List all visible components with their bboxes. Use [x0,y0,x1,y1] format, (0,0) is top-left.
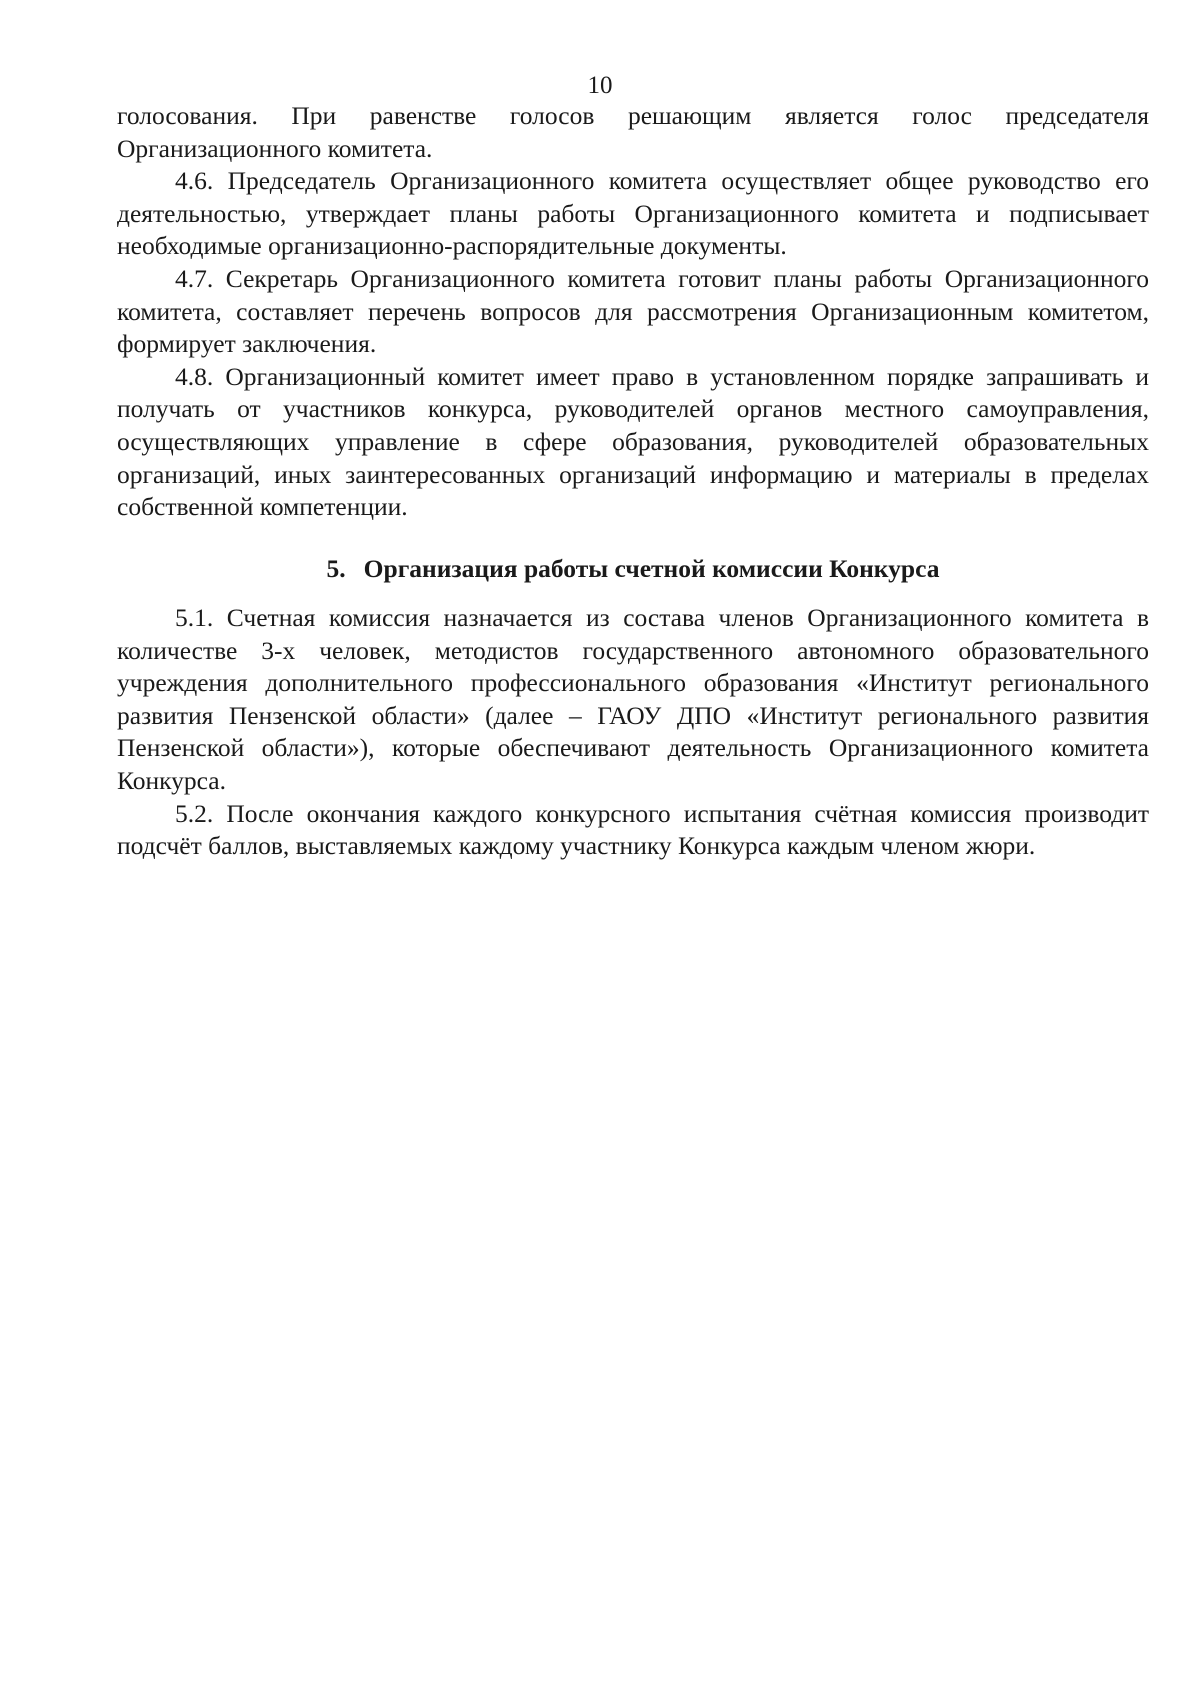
paragraph-5-2: 5.2. После окончания каждого конкурсного испытания счётная комиссия производит подсчёт баллов, выставляемых каждому участнику Конкурса каждым членом жюри. [117,798,1149,861]
paragraph-4-7: 4.7. Секретарь Организационного комитета готовит планы работы Организационного комитета, составляет перечень вопросов для рассмотрения Организационным комитетом, формирует заключения. [117,263,1149,359]
text-block-section-4 [117,100,1149,524]
text-block-section-5 [117,602,1149,863]
paragraph-continuation: голосования. При равенстве голосов решающим является голос председателя Организационного комитета. [117,101,1149,163]
section-heading [117,553,1149,585]
paragraph-4-6: 4.6. Председатель Организационного комитета осуществляет общее руководство его деятельностью, утверждает планы работы Организационного комитета и подписывает необходимые организационно-распорядительные документы. [117,166,1149,261]
paragraph-4-8: 4.8. Организационный комитет имеет право в установленном порядке запрашивать и получать от участников конкурса, руководителей органов местного самоуправления, осуществляющих управление в сфере образования, руководителей образовательных организаций, иных заинтересованных организаций информацию и материалы в пределах собственной компетенции. [117,361,1149,522]
section-number: 5. [326,554,346,583]
section-title: Организация работы счетной комиссии Конкурса [363,554,940,583]
page-number: 10 [587,72,613,99]
paragraph-5-1: 5.1. Счетная комиссия назначается из состава членов Организационного комитета в количестве 3-х человек, методистов государственного автономного образовательного учреждения дополнительного профессионального образования «Институт регионального развития Пензенской области» (далее – ГАОУ ДПО «Институт регионального развития Пензенской области»), которые обеспечивают деятельность Организационного комитета Конкурса. [117,603,1149,795]
